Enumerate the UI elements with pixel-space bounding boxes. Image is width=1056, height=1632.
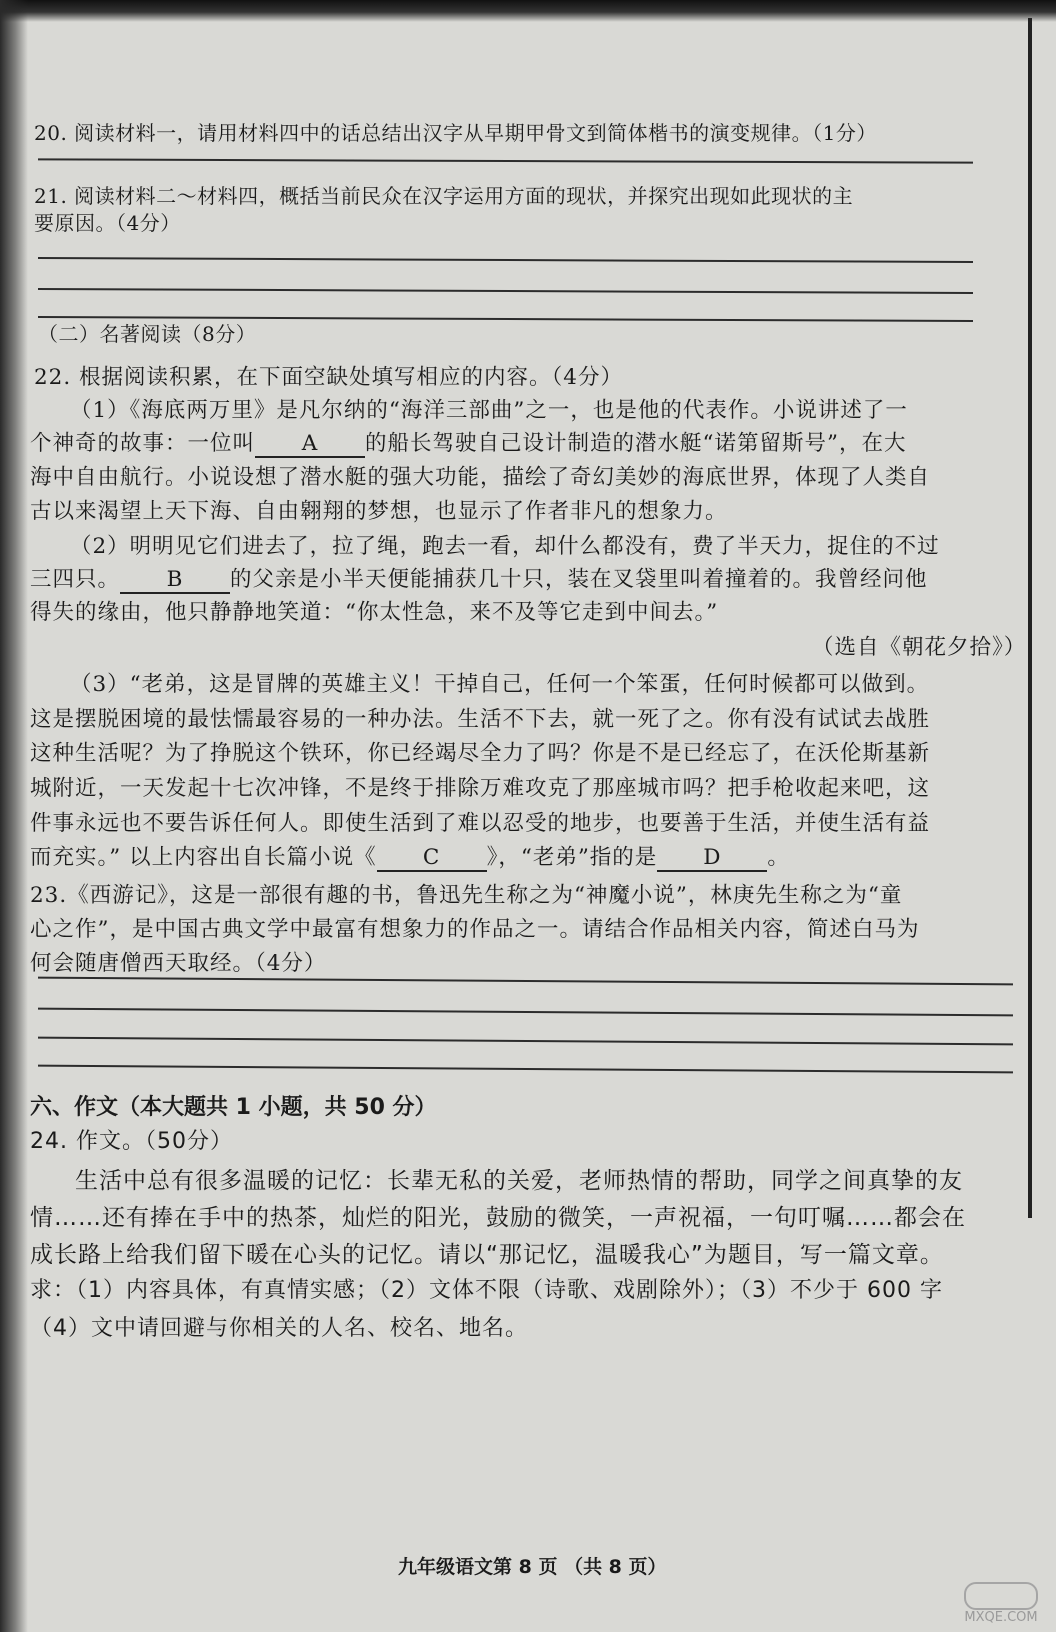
answer-line-20[interactable] xyxy=(38,158,973,163)
blank-b[interactable]: B xyxy=(120,569,230,594)
q22-p2-line2 xyxy=(30,562,928,594)
question-21-line2: 要原因。（4分） xyxy=(34,211,181,235)
answer-line-23-b[interactable] xyxy=(38,1008,1013,1017)
answer-line-21-a[interactable] xyxy=(38,257,973,263)
section-essay-heading: 六、作文（本大题共 1 小题，共 50 分） xyxy=(30,1095,437,1120)
q22-p3-line6-mid: 》，“老弟”指的是 xyxy=(486,845,658,870)
section-famous-works: （二）名著阅读（8分） xyxy=(38,322,257,346)
q22-p3-line3: 这种生活呢？为了挣脱这个铁环，你已经竭尽全力了吗？你是不是已经忘了，在沃伦斯基新 xyxy=(30,741,931,766)
q22-p3-line1: （3）“老弟，这是冒牌的英雄主义！干掉自己，任何一个笨蛋，任何时候都可以做到。 xyxy=(70,672,930,697)
scan-right-edge xyxy=(1028,18,1032,1218)
scan-top-shadow xyxy=(0,0,1056,22)
essay-prompt-line3: 成长路上给我们留下暖在心头的记忆。请以“那记忆，温暖我心”为题目，写一篇文章。 xyxy=(30,1242,944,1268)
q22-p1-line4: 古以来渴望上天下海、自由翱翔的梦想，也显示了作者非凡的想象力。 xyxy=(30,499,728,524)
q22-p3-line2: 这是摆脱困境的最怯懦最容易的一种办法。生活不下去，就一死了之。你有没有试试去战胜 xyxy=(30,707,931,732)
q22-p3-line5: 件事永远也不要告诉任何人。即使生活到了难以忍受的地步，也要善于生活，并使生活有益 xyxy=(30,811,931,836)
scan-left-shadow xyxy=(0,0,28,1632)
question-23-line3: 何会随唐僧西天取经。（4分） xyxy=(30,951,327,976)
q22-p1-line3: 海中自由航行。小说设想了潜水艇的强大功能，描绘了奇幻美妙的海底世界，体现了人类自 xyxy=(30,465,931,490)
answer-line-23-a[interactable] xyxy=(38,977,1013,986)
blank-a[interactable]: A xyxy=(255,433,365,458)
essay-prompt-line1: 生活中总有很多温暖的记忆：长辈无私的关爱，老师热情的帮助，同学之间真挚的友 xyxy=(75,1168,963,1194)
q22-p2-line2-start: 三四只。 xyxy=(30,567,121,592)
q22-p1-line1: （1）《海底两万里》是凡尔纳的“海洋三部曲”之一，也是他的代表作。小说讲述了一 xyxy=(70,398,908,423)
essay-prompt-line2: 情……还有捧在手中的热茶，灿烂的阳光，鼓励的微笑，一声祝福，一句叮嘱……都会在 xyxy=(30,1205,966,1231)
watermark-logo-icon xyxy=(964,1582,1038,1610)
q22-p3-line6-start: 而充实。” 以上内容出自长篇小说《 xyxy=(30,845,377,870)
q22-p1-line2 xyxy=(30,426,907,458)
question-23-line2: 心之作”，是中国古典文学中最富有想象力的作品之一。请结合作品相关内容，简述白马为 xyxy=(30,917,920,942)
essay-requirements-line1: 求：（1）内容具体，有真情实感；（2）文体不限（诗歌、戏剧除外）；（3）不少于 600 字 xyxy=(30,1278,943,1303)
q22-p2-source: （选自《朝花夕拾》） xyxy=(812,635,1027,660)
q22-p3-line6 xyxy=(30,840,790,872)
q22-p1-line2-start: 个神奇的故事：一位叫 xyxy=(30,431,256,456)
question-20: 20. 阅读材料一，请用材料四中的话总结出汉字从早期甲骨文到简体楷书的演变规律。（1分） xyxy=(34,121,877,145)
blank-d[interactable]: D xyxy=(657,847,767,872)
site-watermark xyxy=(960,1582,1042,1626)
question-21-line1: 21. 阅读材料二～材料四，概括当前民众在汉字运用方面的现状，并探究出现如此现状的主 xyxy=(34,184,854,208)
question-22-intro: 22. 根据阅读积累，在下面空缺处填写相应的内容。（4分） xyxy=(34,365,623,390)
page-footer: 九年级语文第 8 页 （共 8 页） xyxy=(398,1556,667,1578)
q22-p2-line1: （2）明明见它们进去了，拉了绳，跑去一看，却什么都没有，费了半天力，捉住的不过 xyxy=(70,534,940,559)
q22-p2-line2-end: 的父亲是小半天便能捕获几十只，装在叉袋里叫着撞着的。我曾经问他 xyxy=(230,567,928,592)
q22-p2-line3: 得失的缘由，他只静静地笑道：“你太性急，来不及等它走到中间去。” xyxy=(30,600,719,625)
question-23-line1: 23.《西游记》，这是一部很有趣的书，鲁迅先生称之为“神魔小说”，林庚先生称之为“童 xyxy=(30,883,903,908)
q22-p1-line2-end: 的船长驾驶自己设计制造的潜水艇“诺第留斯号”，在大 xyxy=(365,431,907,456)
watermark-text: MXQE.COM xyxy=(964,1610,1038,1625)
answer-line-23-d[interactable] xyxy=(38,1065,1013,1074)
answer-line-21-b[interactable] xyxy=(38,288,973,294)
q22-p3-line4: 城附近，一天发起十七次冲锋，不是终于排除万难攻克了那座城市吗？把手枪收起来吧，这 xyxy=(30,776,931,801)
blank-c[interactable]: C xyxy=(377,847,487,872)
question-24-title: 24. 作文。（50分） xyxy=(30,1129,233,1154)
q22-p3-line6-end: 。 xyxy=(767,845,790,870)
answer-line-23-c[interactable] xyxy=(38,1037,1013,1046)
essay-requirements-line2: （4）文中请回避与你相关的人名、校名、地名。 xyxy=(30,1316,528,1341)
